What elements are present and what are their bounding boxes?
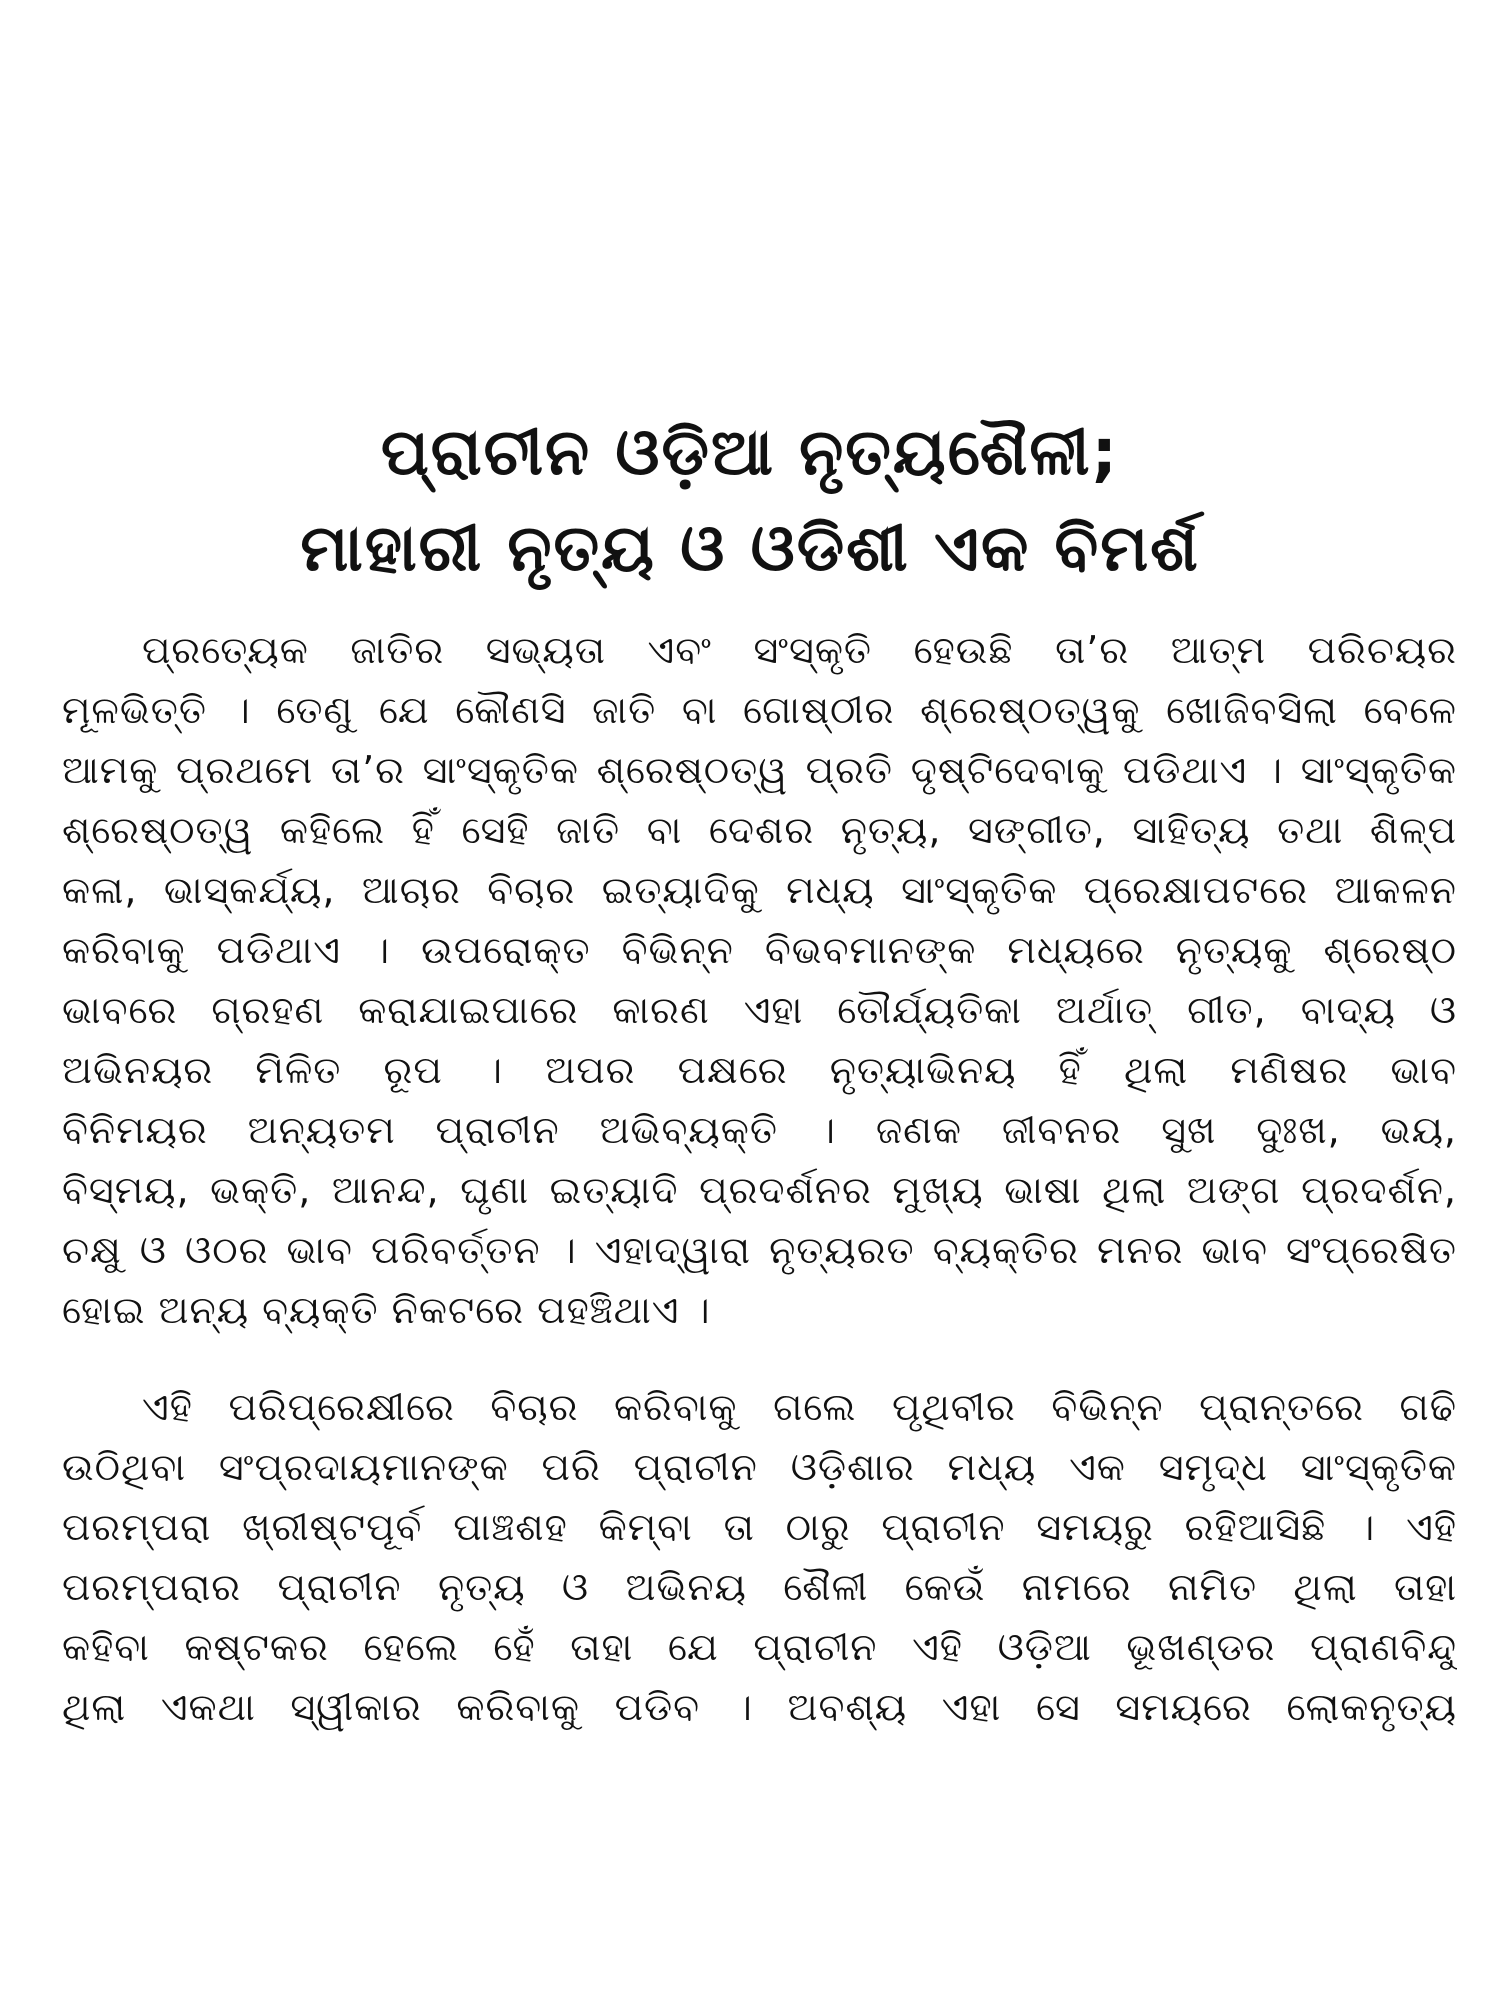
text-line: ଅଭିନୟର ମିଳିତ ରୂପ । ଅପର ପକ୍ଷରେ ନୃତ୍ୟାଭିନୟ ହିଁ ଥିଲା ମଣିଷର ଭାବ — [62, 1048, 1457, 1092]
text-line: ଭାବରେ ଗ୍ରହଣ କରାଯାଇପାରେ କାରଣ ଏହା ତୌର୍ଯ୍ୟତିକା ଅର୍ଥାତ୍ ଗୀତ, ବାଦ୍ୟ ଓ — [62, 988, 1457, 1032]
text-line: ପରମ୍ପରାର ପ୍ରାଚୀନ ନୃତ୍ୟ ଓ ଅଭିନୟ ଶୈଳୀ କେଉଁ ନାମରେ ନାମିତ ଥିଲା ତାହା — [62, 1565, 1457, 1609]
text-line: ବିସ୍ମୟ, ଭକ୍ତି, ଆନନ୍ଦ, ଘୃଣା ଇତ୍ୟାଦି ପ୍ରଦର୍ଶନର ମୁଖ୍ୟ ଭାଷା ଥିଲା ଅଙ୍ଗ ପ୍ରଦର୍ଶନ, — [62, 1168, 1457, 1212]
title-line-1: ପ୍ରାଚୀନ ଓଡ଼ିଆ ନୃତ୍ୟଶୈଳୀ; — [380, 416, 1120, 490]
text-line: କରିବାକୁ ପଡିଥାଏ । ଉପରୋକ୍ତ ବିଭିନ୍ନ ବିଭବମାନଙ୍କ ମଧ୍ୟରେ ନୃତ୍ୟକୁ ଶ୍ରେଷ୍ଠ — [62, 928, 1457, 972]
text-line: ଥିଲା ଏକଥା ସ୍ୱୀକାର କରିବାକୁ ପଡିବ । ଅବଶ୍ୟ ଏହା ସେ ସମୟରେ ଲୋକନୃତ୍ୟ — [62, 1685, 1457, 1729]
text-line: ବିନିମୟର ଅନ୍ୟତମ ପ୍ରାଚୀନ ଅଭିବ୍ୟକ୍ତି । ଜଣକ ଜୀବନର ସୁଖ ଦୁଃଖ, ଭୟ, — [62, 1108, 1457, 1152]
paragraph-spacer — [62, 1340, 1457, 1377]
text-line: କହିବା କଷ୍ଟକର ହେଲେ ହେଁ ତାହା ଯେ ପ୍ରାଚୀନ ଏହି ଓଡ଼ିଆ ଭୂଖଣ୍ଡର ପ୍ରାଣବିନ୍ଦୁ — [62, 1625, 1457, 1669]
article-title — [0, 405, 1500, 597]
text-line: ଏହି ପରିପ୍ରେକ୍ଷୀରେ ବିଚାର କରିବାକୁ ଗଲେ ପୃଥିବୀର ବିଭିନ୍ନ ପ୍ରାନ୍ତରେ ଗଢି — [142, 1385, 1457, 1429]
text-line: ପରମ୍ପରା ଖ୍ରୀଷ୍ଟପୂର୍ବ ପାଞ୍ଚଶହ କିମ୍ବା ତା ଠାରୁ ପ୍ରାଚୀନ ସମୟରୁ ରହିଆସିଛି । ଏହି — [62, 1505, 1457, 1549]
text-line: ଉଠିଥିବା ସଂପ୍ରଦାୟମାନଙ୍କ ପରି ପ୍ରାଚୀନ ଓଡ଼ିଶାର ମଧ୍ୟ ଏକ ସମୃଦ୍ଧ ସାଂସ୍କୃତିକ — [62, 1445, 1457, 1489]
text-line: ମୂଳଭିତ୍ତି । ତେଣୁ ଯେ କୌଣସି ଜାତି ବା ଗୋଷ୍ଠୀର ଶ୍ରେଷ୍ଠତ୍ୱକୁ ଖୋଜିବସିଲା ବେଳେ — [62, 688, 1457, 732]
paragraph-1 — [62, 620, 1457, 1340]
text-line: କଳା, ଭାସ୍କର୍ଯ୍ୟ, ଆଚାର ବିଚାର ଇତ୍ୟାଦିକୁ ମଧ୍ୟ ସାଂସ୍କୃତିକ ପ୍ରେକ୍ଷାପଟରେ ଆକଳନ — [62, 868, 1457, 912]
text-line: ଆମକୁ ପ୍ରଥମେ ତା’ର ସାଂସ୍କୃତିକ ଶ୍ରେଷ୍ଠତ୍ୱ ପ୍ରତି ଦୃଷ୍ଟିଦେବାକୁ ପଡିଥାଏ । ସାଂସ୍କୃତିକ — [62, 748, 1457, 792]
paragraph-2 — [62, 1377, 1457, 1737]
title-line-2: ମାହାରୀ ନୃତ୍ୟ ଓ ଓଡିଶୀ ଏକ ବିମର୍ଶ — [300, 512, 1200, 586]
text-line: ଚକ୍ଷୁ ଓ ଓଠର ଭାବ ପରିବର୍ତ୍ତନ । ଏହାଦ୍ୱାରା ନୃତ୍ୟରତ ବ୍ୟକ୍ତିର ମନର ଭାବ ସଂପ୍ରେଷିତ — [62, 1228, 1457, 1272]
text-line: ହୋଇ ଅନ୍ୟ ବ୍ୟକ୍ତି ନିକଟରେ ପହଞ୍ଚିଥାଏ । — [62, 1288, 711, 1332]
article-body — [62, 620, 1457, 1737]
text-line: ପ୍ରତ୍ୟେକ ଜାତିର ସଭ୍ୟତା ଏବଂ ସଂସ୍କୃତି ହେଉଛି ତା’ର ଆତ୍ମ ପରିଚୟର — [142, 628, 1457, 672]
text-line: ଶ୍ରେଷ୍ଠତ୍ୱ କହିଲେ ହିଁ ସେହି ଜାତି ବା ଦେଶର ନୃତ୍ୟ, ସଙ୍ଗୀତ, ସାହିତ୍ୟ ତଥା ଶିଳ୍ପ — [62, 808, 1457, 852]
